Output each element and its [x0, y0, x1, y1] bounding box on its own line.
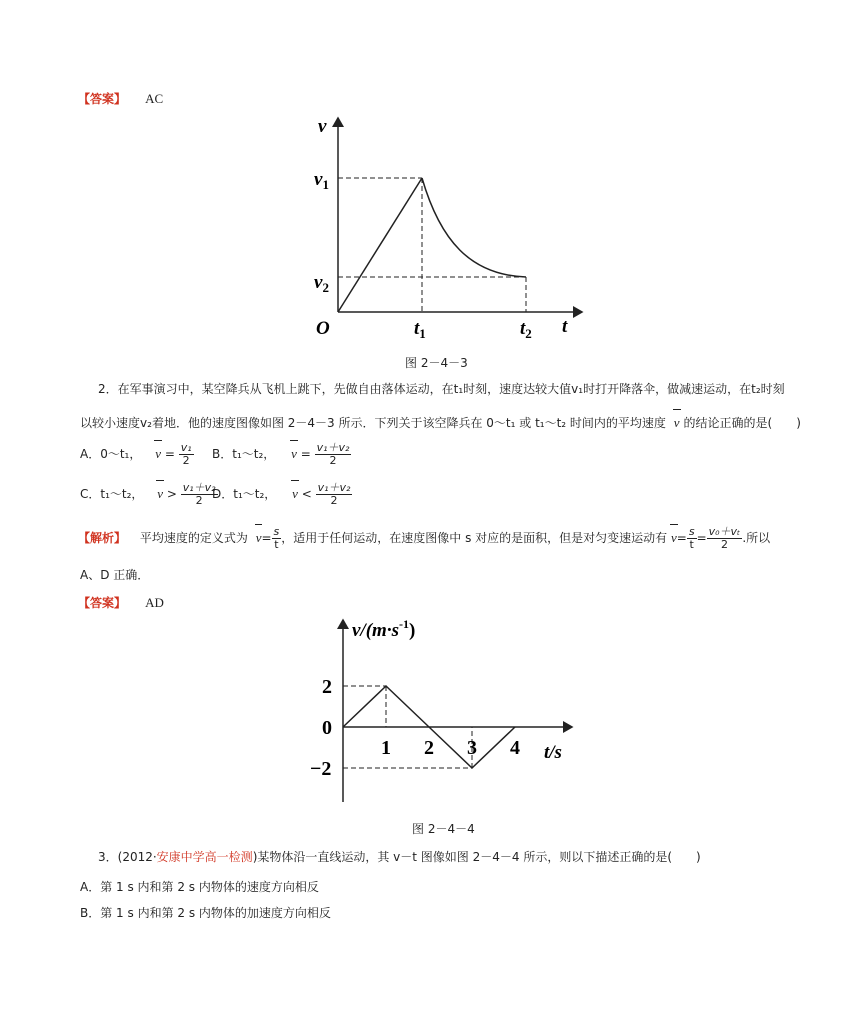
option-d[interactable]: D．t₁～t₂， v < $\frac{\text{v₁＋v₂}}{2}$ [212, 481, 351, 507]
answer-value: AD [145, 595, 164, 610]
analysis-tag: 【解析】 [78, 531, 127, 545]
v2-label: $v_2$ [314, 272, 329, 295]
v-axis-label: v [318, 116, 327, 137]
answer-row-2 [78, 592, 164, 611]
x-tick-label: 2 [424, 737, 434, 759]
vbar-symbol: v [255, 530, 262, 545]
x-tick-label: 1 [381, 737, 391, 759]
t1-label: $t_1$ [414, 318, 426, 341]
deceleration-curve [422, 178, 526, 277]
question-source: 安康中学高一检测 [156, 850, 253, 864]
answer-tag: 【答案】 [78, 92, 127, 106]
option-a[interactable]: A．0～t₁， v = $\frac{\text{v₁}}{2}$ [80, 441, 192, 467]
y-tick-label: 0 [322, 717, 332, 739]
analysis-line2: A、D 正确． [80, 568, 150, 582]
analysis-line1: 【解析】 平均速度的定义式为 v= $\frac{s}{t}$ ，适用于任何运动，在速度图像中 s 对应的是面积，但是对匀变速运动有 v= $\frac{s}{t}$ = $\frac{\text{v₀＋vₜ}}{2}$ .所以 [78, 525, 771, 551]
v1-label: $v_1$ [314, 169, 329, 192]
question-3-option-a[interactable]: A．第 1 s 内和第 2 s 内物体的速度方向相反 [80, 880, 319, 894]
option-b[interactable]: B．t₁～t₂， v = $\frac{\text{v₁＋v₂}}{2}$ [212, 441, 350, 467]
x-axis-label: t/s [544, 742, 562, 763]
answer-row-1 [78, 88, 163, 107]
figure-caption-1: 图 2－4－3 [405, 356, 468, 370]
vbar-symbol: v [670, 530, 677, 545]
question-2-line2: 以较小速度v₂着地．他的速度图像如图 2－4－3 所示．下列关于该空降兵在 0～t₁ 或 t₁～t₂ 时间内的平均速度 v 的结论正确的是( ) [80, 415, 801, 430]
question-3-stem: 3．(2012·安康中学高一检测)某物体沿一直线运动，其 v－t 图像如图 2－4－4 所示，则以下描述正确的是( ) [98, 850, 701, 864]
vbar-symbol: v [157, 486, 164, 501]
question-3-option-b[interactable]: B．第 1 s 内和第 2 s 内物体的加速度方向相反 [80, 906, 331, 920]
question-2-line1: 2．在军事演习中，某空降兵从飞机上跳下，先做自由落体运动，在t₁时刻，速度达较大值v₁时打开降落伞，做减速运动，在t₂时刻 [98, 382, 785, 396]
figure-2-4-3 [300, 110, 590, 345]
y-axis-label: $v/(m\cdot s^{-1})$ [352, 617, 416, 641]
figure-caption-2: 图 2－4－4 [412, 822, 475, 836]
answer-tag: 【答案】 [78, 596, 127, 610]
y-tick-label: 2 [322, 676, 332, 698]
vbar-symbol: v [292, 486, 298, 501]
t2-label: $t_2$ [520, 318, 532, 341]
freefall-segment [338, 178, 422, 312]
y-tick-label: −2 [310, 758, 332, 780]
figure-2-4-4 [300, 612, 590, 812]
option-c[interactable]: C．t₁～t₂， v > $\frac{\text{v₁＋v₂}}{2}$ [80, 481, 216, 507]
answer-value: AC [145, 91, 164, 106]
origin-label: O [316, 318, 330, 339]
vbar-symbol: v [155, 446, 161, 461]
x-tick-label: 4 [510, 737, 520, 759]
x-tick-label: 3 [467, 737, 477, 759]
average-velocity-symbol: v [673, 415, 680, 430]
t-axis-label: t [562, 316, 568, 337]
vbar-symbol: v [291, 446, 297, 461]
